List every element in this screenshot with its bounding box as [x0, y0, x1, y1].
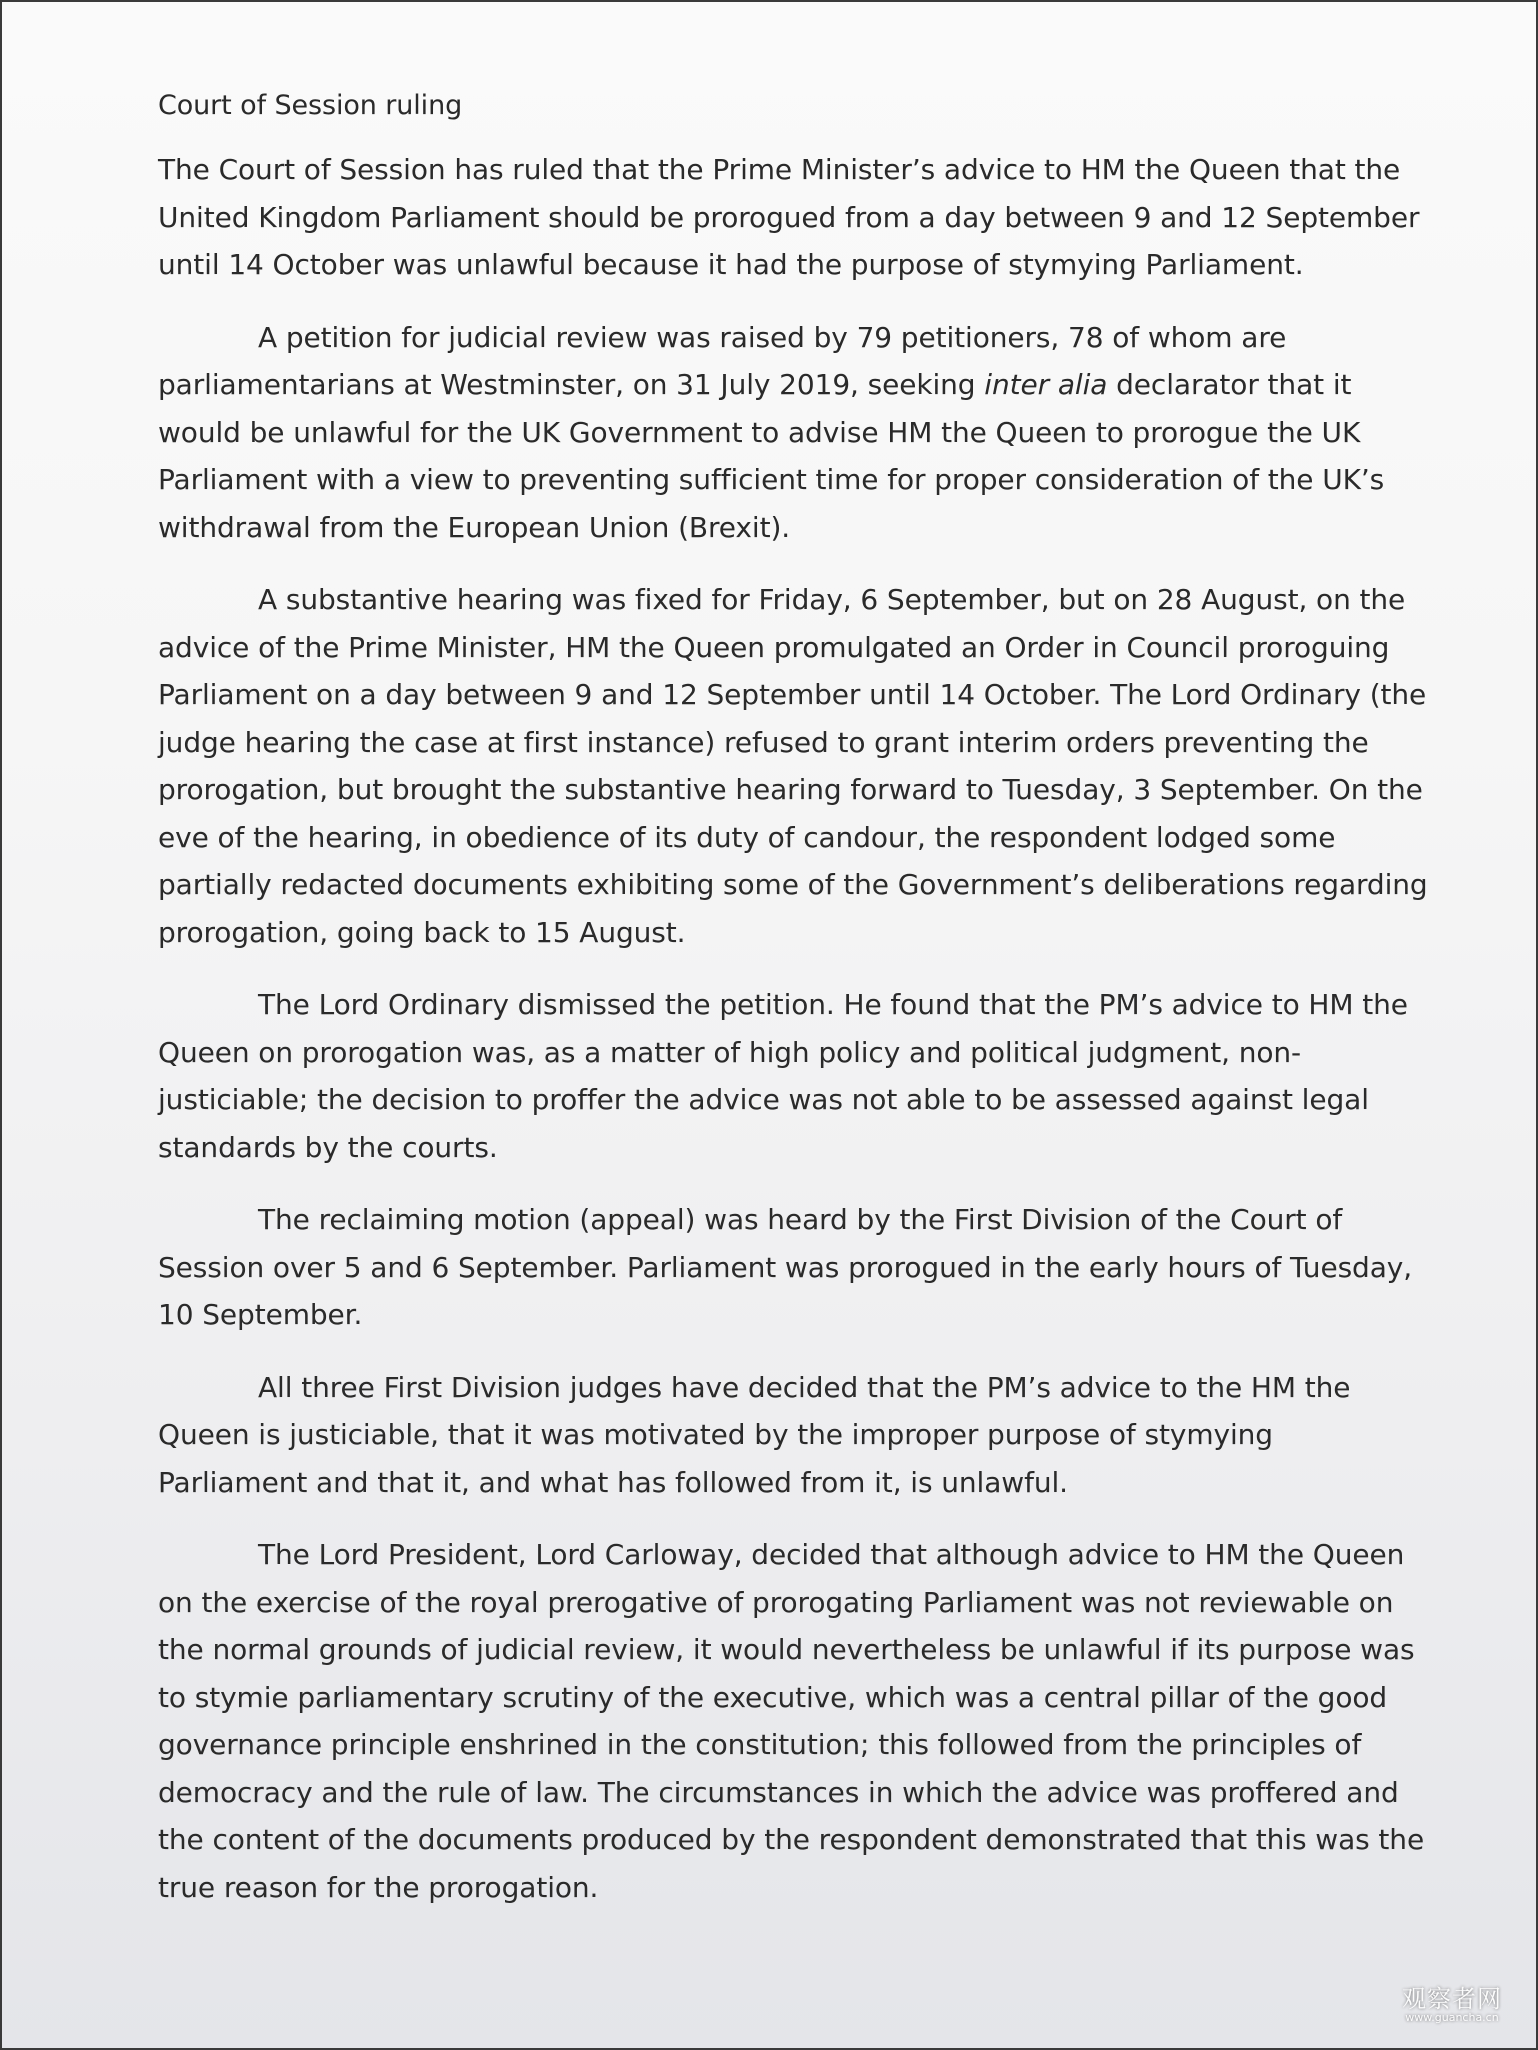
- watermark-main-text: 观察者网: [1402, 1985, 1502, 2013]
- paragraph-1: The Court of Session has ruled that the Prime Minister’s advice to HM the Queen that the United Kingdom Parliament should be prorogued from a day between 9 and 12 September until 14 October was unlawful because it had the purpose of stymying Parliament.: [158, 153, 1420, 281]
- document-body: [158, 86, 1428, 1936]
- paragraph-5: The reclaiming motion (appeal) was heard by the First Division of the Court of Session over 5 and 6 September. Parliament was prorogued in the early hours of Tuesday, 10 September.: [158, 1203, 1413, 1331]
- paragraph-2-text-before: A petition for judicial review was raised by 79 petitioners, 78 of whom are parliamentarians at Westminster, on 31 July 2019, seeking: [158, 320, 1287, 401]
- paragraph-2-text-after: declarator that it would be unlawful for the UK Government to advise HM the Queen to prorogue the UK Parliament with a view to preventing sufficient time for proper consideration of the UK’s withdrawal from the European Union (Brexit).: [158, 368, 1385, 544]
- paragraph-4: The Lord Ordinary dismissed the petition. He found that the PM’s advice to HM the Queen on prorogation was, as a matter of high policy and political judgment, non-justiciable; the decision to proffer the advice was not able to be assessed against legal standards by the courts.: [158, 988, 1408, 1164]
- paragraph-6: All three First Division judges have decided that the PM’s advice to the HM the Queen is justiciable, that it was motivated by the improper purpose of stymying Parliament and that it, and what has followed from it, is unlawful.: [158, 1370, 1351, 1499]
- watermark-url-text: www.guancha.cn: [1405, 2011, 1499, 2024]
- paragraph-3: A substantive hearing was fixed for Friday, 6 September, but on 28 August, on the advice of the Prime Minister, HM the Queen promulgated an Order in Council proroguing Parliament on a day between 9 and 12 September until 14 October. The Lord Ordinary (the judge hearing the case at first instance) refused to grant interim orders preventing the prorogation, but brought the substantive hearing forward to Tuesday, 3 September. On the eve of the hearing, in obedience of its duty of candour, the respondent lodged some partially redacted documents exhibiting some of the Government’s deliberations regarding prorogation, going back to 15 August.: [158, 583, 1428, 949]
- paragraph-2-italic-phrase: inter alia: [984, 368, 1108, 401]
- watermark-logo: [1402, 1986, 1502, 2024]
- paragraph-7: The Lord President, Lord Carloway, decided that although advice to HM the Queen on the exercise of the royal prerogative of prorogating Parliament was not reviewable on the normal grounds of judicial review, it would nevertheless be unlawful if its purpose was to stymie parliamentary scrutiny of the executive, which was a central pillar of the good governance principle enshrined in the constitution; this followed from the principles of democracy and the rule of law. The circumstances in which the advice was proffered and the content of the documents produced by the respondent demonstrated that this was the true reason for the prorogation.: [158, 1538, 1425, 1904]
- document-title: Court of Session ruling: [158, 90, 463, 121]
- paragraph-2: [158, 314, 1428, 552]
